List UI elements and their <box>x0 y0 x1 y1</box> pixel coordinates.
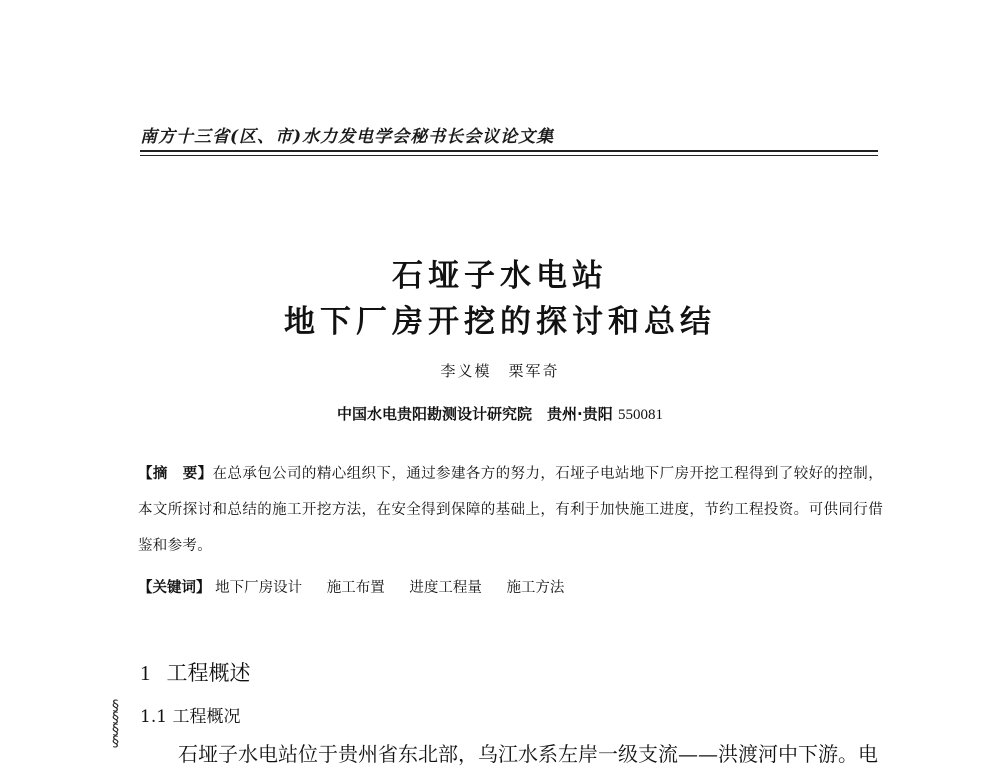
keyword: 施工方法 <box>506 580 565 596</box>
paper-title-line-1: 石垭子水电站 <box>392 258 608 294</box>
body-paragraph: 石垭子水电站位于贵州省东北部，乌江水系左岸一级支流——洪渡河中下游。电 <box>178 742 878 766</box>
abstract-text: 在总承包公司的精心组织下，通过参建各方的努力，石垭子电站地下厂房开挖工程得到了较好的控制，本文所探讨和总结的施工开挖方法，在安全得到保障的基础上，有利于加快施工进度，节约工程投资。可供同行借鉴和参考。 <box>138 466 884 554</box>
abstract <box>138 456 883 564</box>
margin-binding-mark: § § § § <box>112 698 119 750</box>
paper-title-line-2: 地下厂房开挖的探讨和总结 <box>284 304 716 340</box>
section-title: 工程概述 <box>166 661 251 685</box>
authors: 李义模 栗军奇 <box>440 362 560 380</box>
header-rule-thin <box>140 155 878 156</box>
keywords-label: 【关键词】 <box>138 580 211 596</box>
affiliation <box>0 403 1000 424</box>
affiliation-postcode: 550081 <box>617 407 663 423</box>
keyword: 地下厂房设计 <box>215 580 303 596</box>
keyword: 进度工程量 <box>409 580 482 596</box>
subsection-heading: 1.1 工程概况 <box>140 707 241 727</box>
header-rule-thick <box>140 150 878 152</box>
keywords <box>138 576 883 600</box>
section-heading <box>140 657 251 687</box>
section-number: 1 <box>140 661 151 685</box>
keyword: 施工布置 <box>326 580 385 596</box>
abstract-label: 【摘 要】 <box>138 466 213 482</box>
running-header: 南方十三省(区、市)水力发电学会秘书长会议论文集 <box>140 127 555 147</box>
affiliation-org: 中国水电贵阳勘测设计研究院 贵州·贵阳 <box>337 405 613 423</box>
